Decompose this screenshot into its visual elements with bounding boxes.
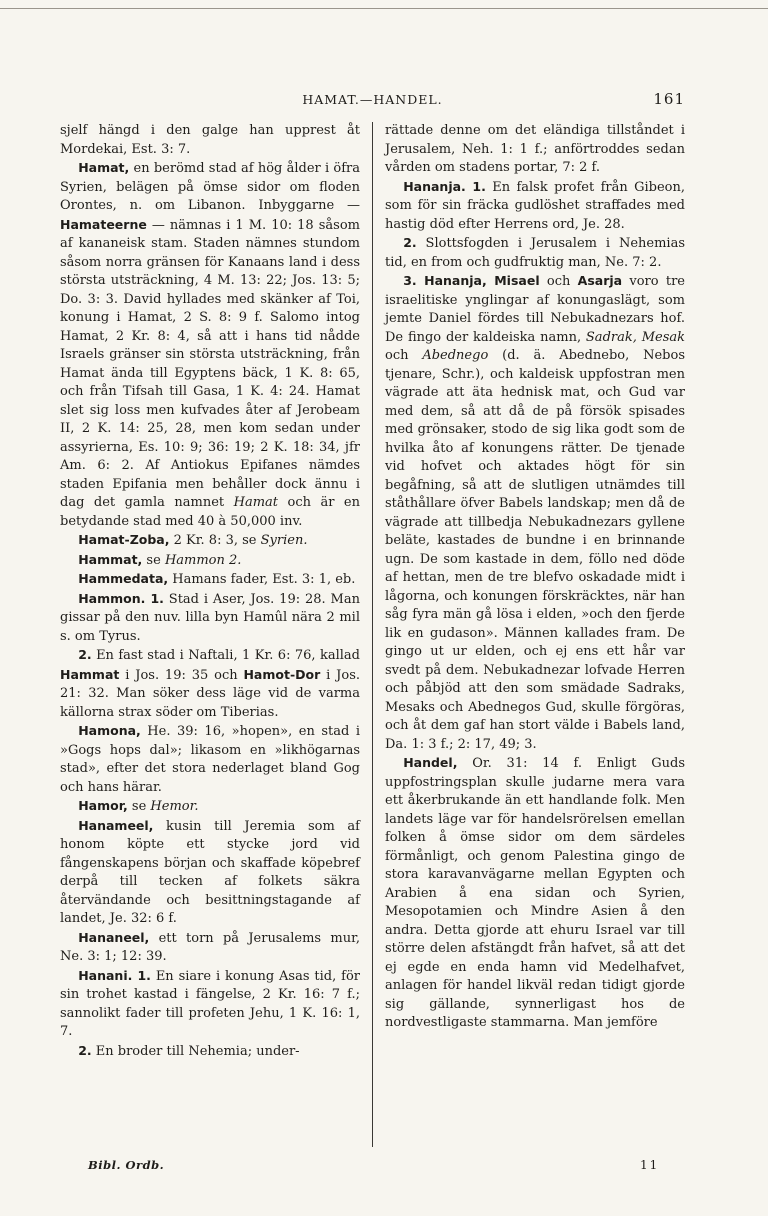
headword: Hananja. [403,178,466,194]
entry-hammat [60,551,360,571]
sense-number: 1. [132,967,151,983]
entry-hanameel [60,817,360,929]
entry-hammon-2 [60,646,360,722]
right-column [385,122,685,1033]
headword: Hamona, [78,723,141,738]
headword: Hananeel, [78,929,150,945]
entry-hamat-zoba [60,531,360,551]
sense-number: 1. [145,590,164,606]
entry-hananja [385,178,685,235]
italic-text: Abednego [422,348,489,363]
entry-handel [385,754,685,1033]
entry-text: och [385,348,423,363]
entry-hananeel [60,929,360,967]
top-rule [0,8,768,9]
sense-number: 3. [403,273,417,288]
entry-text: i Jos. 19: 35 och [119,667,244,683]
printer-signature: Bibl. Ordb. [88,1158,165,1172]
entry-text: Or. 31: 14 f. Enligt Guds uppfostringsplan skulle judarne mera vara ett åkerbrukande än ett handlande folk. Men landets läge var för handelsrörelsen emellan folken å ömse sidor om dem särdeles förmånligt, och genom Palestina gingo de stora karavanvägarne mellan Egypten och Arabien å ena sidan och Syrien, Mesopotamien och Mindre Asien å den andra. Detta gjorde att ehuru Israel var till större delen afstängdt från hafvet, så att det ej egde en enda hamn vid Medelhafvet, anlagen för handel likväl redan tidigt gjorde sig gällande, synnerligast hos de nordvestligaste stammarna. Man jemföre [385,756,685,1030]
italic-text: Hamat [233,495,279,510]
entry-hamat [60,159,360,531]
entry-hammedata [60,570,360,590]
page-number: 161 [653,90,685,108]
headword: Hanameel, [78,817,154,833]
entry-hananja-2 [385,234,685,272]
entry-hanani [60,967,360,1042]
headword: Hammat [60,666,120,682]
entry-text: sjelf hängd i den galge han upprest åt Mordekai, Est. 3: 7. [60,123,360,157]
italic-text: Hemor. [150,799,199,814]
entry-hananja-3 [385,272,685,754]
entry-text: se [142,552,165,568]
headword: Hammat, [78,551,143,567]
headword: Hamateerne [60,216,147,232]
sheet-number: 11 [640,1158,660,1172]
entry-text: En broder till Nehemia; under- [91,1043,300,1059]
headword: Hamat, [78,160,130,175]
entry-text: och [539,274,578,289]
running-title: HAMAT.—HANDEL. [302,92,443,107]
headword: Hamat-Zoba, [78,532,170,547]
entry-text: (d. ä. Abednebo, Nebos tjenare, Schr.), och kaldeisk uppfostran men vägrade att äta hednisk mat, och Gud var med dem, så att då de på försök spisades med grönsaker, stodo de sig lika godt som de hvilka åto af konungens rätter. De tjenade vid hofvet och aktades högt för sin begåfning, så att de slutligen utnämdes till ståthållare öfver Babels landskap; men då de vägrade att tillbedja Nebukadnezars gyllene beläte, kastades de bundne i en brinnande ugn. De som kastade in dem, föllo ned döde af hettan, men de tre blefvo oskadade midt i lågorna, och konungen förskräcktes, när han såg fyra män gå lösa i elden, »och den fjerde lik en gudason». Männen kallades fram. De gingo ut ur elden, och ej ens ett hår var svedt på dem. Nebukadnezar lofvade Herren och påbjöd att den som smädade Sadraks, Mesaks och Abednegos Gud, skulle förgöras, och åt dem gaf han stort välde i Babels land, Da. 1: 3 f.; 2: 17, 49; 3. [385,348,685,752]
entry-text: kusin till Jeremia som af honom köpte ett stycke jord vid fångenskapens början och skaffade köpebref derpå till tecken af folkets säkra återvändande och besittningstagande af landet, Je. 32: 6 f. [60,818,360,926]
italic-text: Sadrak, Mesak [585,329,685,345]
headword: Hammon. [78,590,146,606]
headword: Handel, [403,755,458,770]
headword: Hamot-Dor [243,666,321,682]
entry-text: se [127,799,151,814]
entry-hamor [60,797,360,817]
entry-hammon [60,590,360,647]
headword: Hanani. [78,967,133,983]
headword: Asarja [577,273,623,288]
headword: Hananja, Misael [416,273,540,288]
sense-number: 2. [78,647,92,662]
sense-number: 1. [465,178,486,194]
entry-text: He. 39: 16, »hopen», en stad i »Gogs hops dal»; likasom en »likhögarnas stad», efter det stora nederlaget bland Gog och hans härar. [60,724,360,795]
italic-text: Hammon 2. [164,552,242,568]
left-column [60,122,360,1061]
entry-text: en berömd stad af hög ålder i öfra Syrien, belägen på ömse sidor om floden Orontes, n. om Libanon. Inbyggarne — [60,161,360,213]
sense-number: 2. [403,235,417,250]
running-head [60,90,685,110]
italic-text: Syrien. [260,533,308,548]
entry-hanani-2 [60,1042,360,1062]
entry-text: En falsk profet från Gibeon, som för sin fräcka gudlöshet straffades med hastig död efter Herrens ord, Je. 28. [385,179,685,232]
headword: Hamor, [78,798,128,813]
entry-paragraph [60,122,360,159]
two-column-body [60,122,685,1152]
entry-text: — nämnas i 1 M. 10: 18 såsom af kananeisk stam. Staden nämnes stundom såsom norra gränsen för Kanaans land i dess största utsträckning, 4 M. 13: 22; Jos. 13: 5; Do. 3: 3. David hyllades med skänker af Toi, konung i Hamat, 2 S. 8: 9 f. Salomo intog Hamat, 2 Kr. 8: 4, så att i hans tid nådde Israels gränser sin största utsträckning, från Hamat ända till Egyptens bäck, 1 K. 8: 65, och från Tifsah till Gasa, 1 K. 4: 24. Hamat slet sig loss men kufvades åter af Jerobeam II, 2 K. 14: 25, 28, men kom sedan under assyrierna, Es. 10: 9; 36: 19; 2 K. 18: 34, jfr Am. 6: 2. Af Antiokus Epifanes nämdes staden Epifania men behåller dock ännu i dag det gamla namnet [60,217,360,510]
column-divider [372,122,373,1147]
entry-paragraph [385,122,685,178]
entry-text: En fast stad i Naftali, 1 Kr. 6: 76, kallad [91,648,360,663]
entry-text: 2 Kr. 8: 3, se [169,533,261,548]
entry-hamona [60,722,360,797]
entry-text: Hamans fader, Est. 3: 1, eb. [168,572,356,587]
sense-number: 2. [78,1042,92,1058]
entry-text: i Jos. 21: 32. Man söker dess läge vid de varma källorna strax söder om Tiberias. [60,667,360,720]
entry-text: Stad i Aser, Jos. 19: 28. Man gissar på den nuv. lilla byn Hamûl nära 2 mil s. om Tyrus. [60,591,360,644]
entry-text: och är en betydande stad med 40 à 50,000 inv. [60,495,360,529]
entry-text: En siare i konung Asas tid, för sin trohet kastad i fängelse, 2 Kr. 16: 7 f.; sannolikt fader till profeten Jehu, 1 K. 16: 1, 7. [60,968,360,1039]
entry-text: Slottsfogden i Jerusalem i Nehemias tid, en from och gudfruktig man, Ne. 7: 2. [385,236,685,270]
entry-text: voro tre israelitiske ynglingar af konungaslägt, som jemte Daniel fördes till Nebukadnezars hof. De fingo der kaldeiska namn, [385,274,685,345]
entry-text: ett torn på Jerusalems mur, Ne. 3: 1; 12: 39. [60,930,360,964]
entry-text: rättade denne om det eländiga tillståndet i Jerusalem, Neh. 1: 1 f.; anförtroddes sedan vården om stadens portar, 7: 2 f. [385,123,685,175]
headword: Hammedata, [78,571,169,586]
